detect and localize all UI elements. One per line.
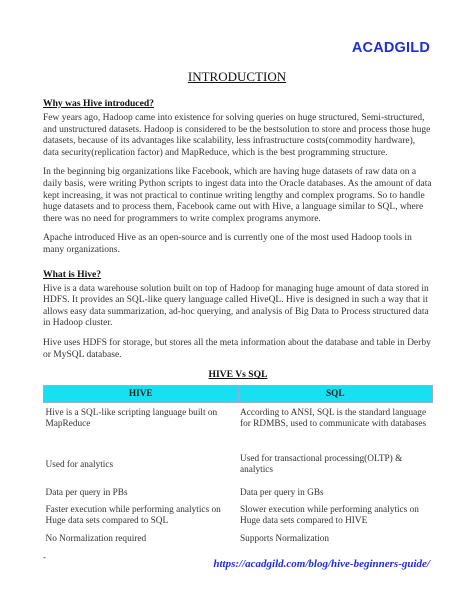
table-cell: Used for transactional processing(OLTP) & analytics	[240, 454, 403, 476]
table-cell: Slower execution while performing analytics on Huge data sets compared to HIVE	[240, 505, 419, 527]
table-cell: No Normalization required	[45, 533, 147, 544]
table-row	[44, 446, 433, 484]
comparison-table	[43, 385, 433, 548]
paragraph: Apache introduced Hive as an open-source and is currently one of the most used Hadoop tools in many organizations.	[43, 233, 412, 255]
table-cell: Supports Normalization	[240, 533, 330, 544]
page-title: INTRODUCTION	[187, 69, 287, 84]
table-row	[44, 502, 433, 530]
table-cell: Faster execution while performing analytics on Huge data sets compared to SQL	[45, 505, 221, 527]
brand-logo: ACADGILD	[351, 40, 430, 56]
paragraph: Hive is a data warehouse solution built on top of Hadoop for managing huge amount of data stored in HDFS. It provides an SQL-like query language called HiveQL. Hive is designed in such a way that it allows easy data summarization, ad-hoc querying, and analysis of Big Data to Process structured data in Hadoop cluster.	[43, 283, 429, 329]
paragraph: Few years ago, Hadoop came into existence for solving queries on huge structured, Semi-structured, and unstructured datasets. Hadoop is considered to be the bestsolution to store and process those huge datasets, because of its advantages like scalability, less infrastructure costs(commodity hardware), data security(replication factor) and MapReduce, which is the best programming structure.	[43, 113, 431, 158]
table-cell: Hive is a SQL-like scripting language built on MapReduce	[45, 408, 218, 430]
paragraph: Hive uses HDFS for storage, but stores all the meta information about the database and table in Derby or MySQL database.	[43, 337, 431, 360]
table-row	[44, 530, 433, 548]
table-header-row	[44, 386, 433, 403]
table-row	[44, 484, 433, 502]
column-header-hive: HIVE	[44, 386, 239, 403]
paragraph: In the beginning big organizations like Facebook, which are having huge datasets of raw data on a daily basis, were writing Python scripts to ingest data into the Oracle databases. As the amount of data kept increasing, it was not practical to continue writing lengthy and complex programs. So to handle huge datasets and to process them, Facebook came out with Hive, a language similar to SQL, where there was no need for programmers to write complex programs anymore.	[43, 167, 432, 224]
table-row	[44, 403, 433, 447]
table-cell: Data per query in GBs	[240, 487, 324, 498]
document-body	[43, 98, 433, 562]
column-header-sql: SQL	[238, 386, 433, 403]
table-cell: Used for analytics	[45, 459, 114, 470]
section-heading-what-is-hive: What is Hive?	[43, 268, 102, 280]
footer-link[interactable]: https://acadgild.com/blog/hive-beginners-guide/	[213, 558, 430, 570]
table-title: HIVE Vs SQL	[208, 369, 268, 381]
section-heading-why-hive: Why was Hive introduced?	[43, 98, 154, 109]
table-cell: According to ANSI, SQL is the standard language for RDMBS, used to communicate with databases	[240, 408, 427, 430]
trailing-mark: -	[43, 552, 46, 563]
table-cell: Data per query in PBs	[45, 487, 128, 498]
